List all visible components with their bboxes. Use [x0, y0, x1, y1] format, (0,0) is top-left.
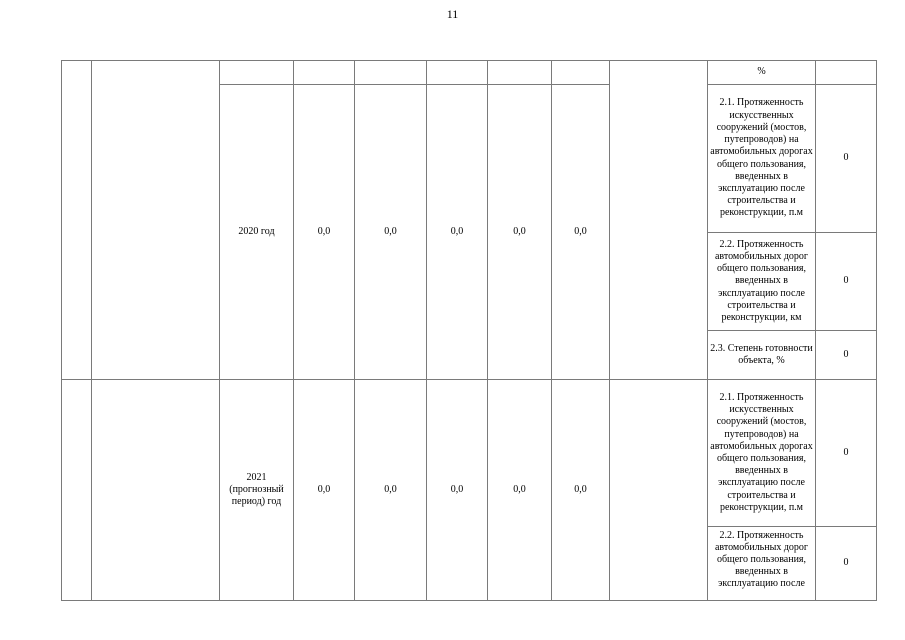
indicator-text: % — [757, 66, 766, 78]
indicator-value-cell: 0 — [816, 233, 877, 331]
table-row — [62, 61, 877, 85]
indicator-text: 2.2. Протяженность автомобильных дорог общего пользования, введенных в эксплуатацию после — [714, 529, 809, 590]
value-cell — [488, 61, 552, 85]
value-cell: 0,0 — [427, 380, 488, 601]
value-cell: 0,0 — [427, 85, 488, 380]
value-cell — [552, 61, 610, 85]
value-cell — [427, 61, 488, 85]
indicator-cell — [708, 380, 816, 527]
value-cell — [294, 61, 355, 85]
indicator-cell — [708, 527, 816, 601]
value-cell: 0,0 — [552, 85, 610, 380]
year-cell: 2020 год — [220, 85, 294, 380]
value-cell: 0,0 — [294, 85, 355, 380]
value-cell: 0,0 — [552, 380, 610, 601]
year-cell: 2021 (прогнозный период) год — [220, 380, 294, 601]
executor-cell — [610, 380, 708, 601]
indicator-cell — [708, 61, 816, 85]
indicator-cell — [708, 331, 816, 380]
value-cell — [355, 61, 427, 85]
indicator-cell — [708, 233, 816, 331]
value-cell: 0,0 — [355, 85, 427, 380]
year-cell — [220, 61, 294, 85]
indicator-value-cell: 0 — [816, 85, 877, 233]
table-row — [62, 380, 877, 527]
indicator-value-cell: 0 — [816, 331, 877, 380]
name-cell — [92, 380, 220, 601]
value-cell: 0,0 — [488, 85, 552, 380]
indicator-text: 2.3. Степень готовности объекта, % — [710, 342, 813, 366]
value-cell: 0,0 — [355, 380, 427, 601]
number-cell — [62, 380, 92, 601]
indicator-value-cell: 0 — [816, 380, 877, 527]
indicator-value-cell: 0 — [816, 527, 877, 601]
page-number: 11 — [446, 7, 459, 21]
indicator-text: 2.2. Протяженность автомобильных дорог общего пользования, введенных в эксплуатацию после строительства и реконструкции, км — [714, 238, 809, 323]
name-cell — [92, 61, 220, 380]
program-table — [61, 60, 877, 601]
indicator-text: 2.1. Протяженность искусственных сооружений (мостов, путепроводов) на автомобильных дорогах общего пользования, введенных в эксплуатацию после строительства и реконструкции, п.м — [710, 97, 813, 219]
value-cell: 0,0 — [294, 380, 355, 601]
number-cell — [62, 61, 92, 380]
indicator-value-cell — [816, 61, 877, 85]
indicator-cell — [708, 85, 816, 233]
value-cell: 0,0 — [488, 380, 552, 601]
indicator-text: 2.1. Протяженность искусственных сооружений (мостов, путепроводов) на автомобильных дорогах общего пользования, введенных в эксплуатацию после строительства и реконструкции, п.м — [710, 391, 813, 513]
executor-cell — [610, 61, 708, 380]
